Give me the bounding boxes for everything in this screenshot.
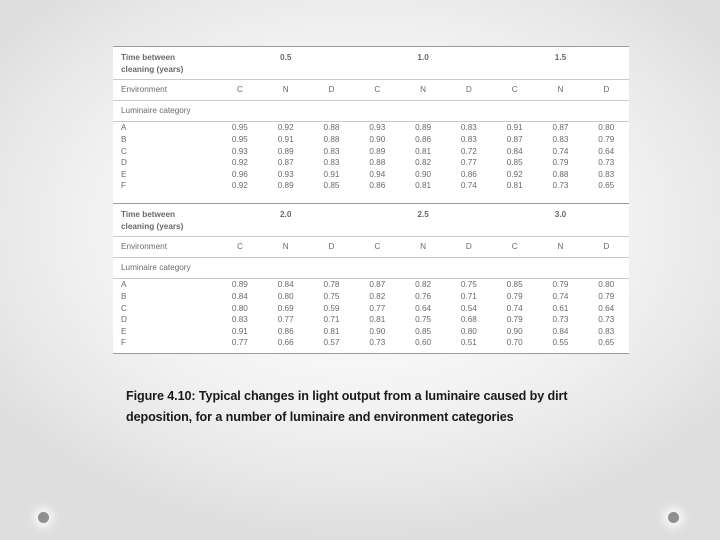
cell-value: 0.80: [231, 303, 248, 313]
env-header-c-3: C: [492, 80, 538, 101]
cell-value: 0.81: [415, 146, 432, 156]
time-between-cleaning-label: Time between cleaning (years): [113, 203, 217, 236]
cell-value: 0.74: [552, 146, 569, 156]
cell-value: 0.82: [369, 291, 386, 301]
cell-value: 0.77: [369, 303, 386, 313]
cell-value: 0.84: [231, 291, 248, 301]
cell-value: 0.90: [506, 326, 523, 336]
cell-value: 0.88: [323, 134, 340, 144]
cell-value: 0.91: [323, 169, 340, 179]
cell-value: 0.89: [277, 181, 294, 191]
block-2-luminaire-category-row: [113, 257, 629, 279]
cell-value: 0.87: [506, 134, 523, 144]
cell-value: 0.75: [323, 291, 340, 301]
bottom-right-decoration-dot: [668, 512, 679, 523]
cell-value: 0.80: [583, 122, 629, 134]
block-2-environment-row: [113, 237, 629, 258]
time-between-cleaning-label: Time between cleaning (years): [113, 47, 217, 80]
cell-value: 0.73: [598, 315, 615, 325]
cell-value: 0.77: [460, 158, 477, 168]
block-separator: [113, 196, 629, 204]
cell-value: 0.64: [598, 303, 615, 313]
cell-value: 0.89: [217, 279, 263, 291]
cell-value: 0.72: [460, 146, 477, 156]
cell-value: 0.95: [231, 134, 248, 144]
dirt-depreciation-table: [113, 46, 629, 354]
cell-value: 0.92: [231, 181, 248, 191]
cell-value: 0.61: [552, 303, 569, 313]
row-category-label: D: [121, 315, 127, 325]
cell-value: 0.94: [369, 169, 386, 179]
cell-value: 0.57: [309, 337, 355, 353]
table-row: [113, 314, 629, 326]
cell-value: 0.77: [277, 315, 294, 325]
cell-value: 0.81: [415, 181, 432, 191]
env-header-d-1: D: [309, 237, 355, 258]
row-category-label: C: [121, 303, 127, 313]
cell-value: 0.75: [446, 279, 492, 291]
cell-value: 0.85: [506, 158, 523, 168]
cell-value: 0.79: [506, 291, 523, 301]
luminaire-category-label: Luminaire category: [113, 100, 629, 122]
cell-value: 0.83: [552, 134, 569, 144]
env-header-c-2: C: [354, 80, 400, 101]
cell-value: 0.85: [415, 326, 432, 336]
cell-value: 0.92: [263, 122, 309, 134]
env-header-n-1: N: [263, 80, 309, 101]
cell-value: 0.79: [506, 315, 523, 325]
cell-value: 0.86: [369, 181, 386, 191]
cell-value: 0.83: [446, 122, 492, 134]
row-category-label: E: [121, 169, 127, 179]
cell-value: 0.88: [369, 158, 386, 168]
cell-value: 0.88: [309, 122, 355, 134]
cell-value: 0.92: [506, 169, 523, 179]
table-row: [113, 180, 629, 196]
cell-value: 0.74: [460, 181, 477, 191]
cell-value: 0.54: [460, 303, 477, 313]
table-row: [113, 146, 629, 158]
row-category-label: D: [121, 158, 127, 168]
env-header-d-2: D: [446, 80, 492, 101]
table-row: [113, 291, 629, 303]
cell-value: 0.86: [415, 134, 432, 144]
cell-value: 0.87: [277, 158, 294, 168]
block-2-time-header-row: [113, 203, 629, 236]
cell-value: 0.77: [217, 337, 263, 353]
cell-value: 0.81: [506, 181, 523, 191]
cell-value: 0.82: [400, 279, 446, 291]
block-1-time-2: 1.5: [492, 47, 629, 80]
row-category-label: B: [121, 134, 127, 144]
cell-value: 0.80: [460, 326, 477, 336]
cell-value: 0.96: [231, 169, 248, 179]
cell-value: 0.51: [446, 337, 492, 353]
table-row: [113, 122, 629, 134]
cell-value: 0.73: [552, 315, 569, 325]
cell-value: 0.90: [415, 169, 432, 179]
env-header-d-3: D: [583, 237, 629, 258]
cell-value: 0.80: [277, 291, 294, 301]
cell-value: 0.79: [598, 134, 615, 144]
cell-value: 0.87: [354, 279, 400, 291]
cell-value: 0.76: [415, 291, 432, 301]
row-category-label: E: [121, 326, 127, 336]
table-row: [113, 279, 629, 291]
block-2-time-0: 2.0: [217, 203, 354, 236]
bottom-left-decoration-dot: [38, 512, 49, 523]
row-category-label: C: [121, 146, 127, 156]
cell-value: 0.83: [231, 315, 248, 325]
cell-value: 0.84: [263, 279, 309, 291]
table-row: [113, 326, 629, 338]
cell-value: 0.69: [277, 303, 294, 313]
cell-value: 0.66: [263, 337, 309, 353]
cell-value: 0.83: [323, 158, 340, 168]
cell-value: 0.90: [369, 134, 386, 144]
block-1-environment-row: [113, 80, 629, 101]
cell-value: 0.92: [231, 158, 248, 168]
cell-value: 0.55: [538, 337, 584, 353]
cell-value: 0.88: [552, 169, 569, 179]
cell-value: 0.93: [277, 169, 294, 179]
env-header-c-1: C: [217, 237, 263, 258]
cell-value: 0.73: [354, 337, 400, 353]
cell-value: 0.86: [277, 326, 294, 336]
env-header-c-2: C: [354, 237, 400, 258]
cell-value: 0.95: [217, 122, 263, 134]
cell-value: 0.80: [583, 279, 629, 291]
env-header-c-3: C: [492, 237, 538, 258]
env-header-n-3: N: [538, 80, 584, 101]
row-category-label: A: [113, 122, 217, 134]
environment-label: Environment: [113, 237, 217, 258]
cell-value: 0.71: [460, 291, 477, 301]
cell-value: 0.87: [538, 122, 584, 134]
cell-value: 0.93: [354, 122, 400, 134]
env-header-d-1: D: [309, 80, 355, 101]
cell-value: 0.83: [460, 134, 477, 144]
cell-value: 0.91: [277, 134, 294, 144]
cell-value: 0.65: [598, 181, 615, 191]
env-header-n-2: N: [400, 80, 446, 101]
env-header-d-2: D: [446, 237, 492, 258]
env-header-c-1: C: [217, 80, 263, 101]
cell-value: 0.89: [277, 146, 294, 156]
block-1-time-0: 0.5: [217, 47, 354, 80]
block-2-time-1: 2.5: [354, 203, 491, 236]
row-category-label: F: [113, 337, 217, 353]
figure-caption: Figure 4.10: Typical changes in light output from a luminaire caused by dirt deposition, for a number of luminaire and environment categories: [126, 389, 568, 424]
cell-value: 0.78: [309, 279, 355, 291]
cell-value: 0.71: [323, 315, 340, 325]
row-category-label: B: [121, 291, 127, 301]
cell-value: 0.65: [583, 337, 629, 353]
cell-value: 0.75: [415, 315, 432, 325]
table-row: [113, 157, 629, 169]
cell-value: 0.79: [552, 158, 569, 168]
block-1-luminaire-category-row: [113, 100, 629, 122]
table-row: [113, 337, 629, 353]
cell-value: 0.73: [598, 158, 615, 168]
row-category-label: A: [113, 279, 217, 291]
cell-value: 0.90: [369, 326, 386, 336]
block-1-time-header-row: [113, 47, 629, 80]
block-2-time-2: 3.0: [492, 203, 629, 236]
block-1-time-1: 1.0: [354, 47, 491, 80]
cell-value: 0.74: [506, 303, 523, 313]
cell-value: 0.89: [400, 122, 446, 134]
row-category-label: F: [121, 181, 127, 191]
env-header-n-2: N: [400, 237, 446, 258]
env-header-n-3: N: [538, 237, 584, 258]
cell-value: 0.83: [598, 326, 615, 336]
luminaire-category-label: Luminaire category: [113, 257, 629, 279]
cell-value: 0.81: [369, 315, 386, 325]
cell-value: 0.91: [492, 122, 538, 134]
cell-value: 0.91: [231, 326, 248, 336]
cell-value: 0.60: [400, 337, 446, 353]
cell-value: 0.83: [323, 146, 340, 156]
cell-value: 0.83: [598, 169, 615, 179]
cell-value: 0.89: [369, 146, 386, 156]
cell-value: 0.68: [460, 315, 477, 325]
cell-value: 0.79: [538, 279, 584, 291]
env-header-n-1: N: [263, 237, 309, 258]
cell-value: 0.64: [598, 146, 615, 156]
cell-value: 0.93: [231, 146, 248, 156]
cell-value: 0.84: [552, 326, 569, 336]
cell-value: 0.73: [552, 181, 569, 191]
cell-value: 0.84: [506, 146, 523, 156]
cell-value: 0.85: [492, 279, 538, 291]
environment-label: Environment: [113, 80, 217, 101]
env-header-d-3: D: [583, 80, 629, 101]
cell-value: 0.74: [552, 291, 569, 301]
table-body: [113, 47, 629, 354]
cell-value: 0.85: [323, 181, 340, 191]
cell-value: 0.81: [323, 326, 340, 336]
cell-value: 0.86: [460, 169, 477, 179]
table-row: [113, 303, 629, 315]
cell-value: 0.64: [415, 303, 432, 313]
cell-value: 0.82: [415, 158, 432, 168]
dirt-depreciation-table-panel: [113, 46, 629, 354]
cell-value: 0.59: [323, 303, 340, 313]
cell-value: 0.70: [492, 337, 538, 353]
table-row: [113, 134, 629, 146]
cell-value: 0.79: [598, 291, 615, 301]
table-row: [113, 169, 629, 181]
